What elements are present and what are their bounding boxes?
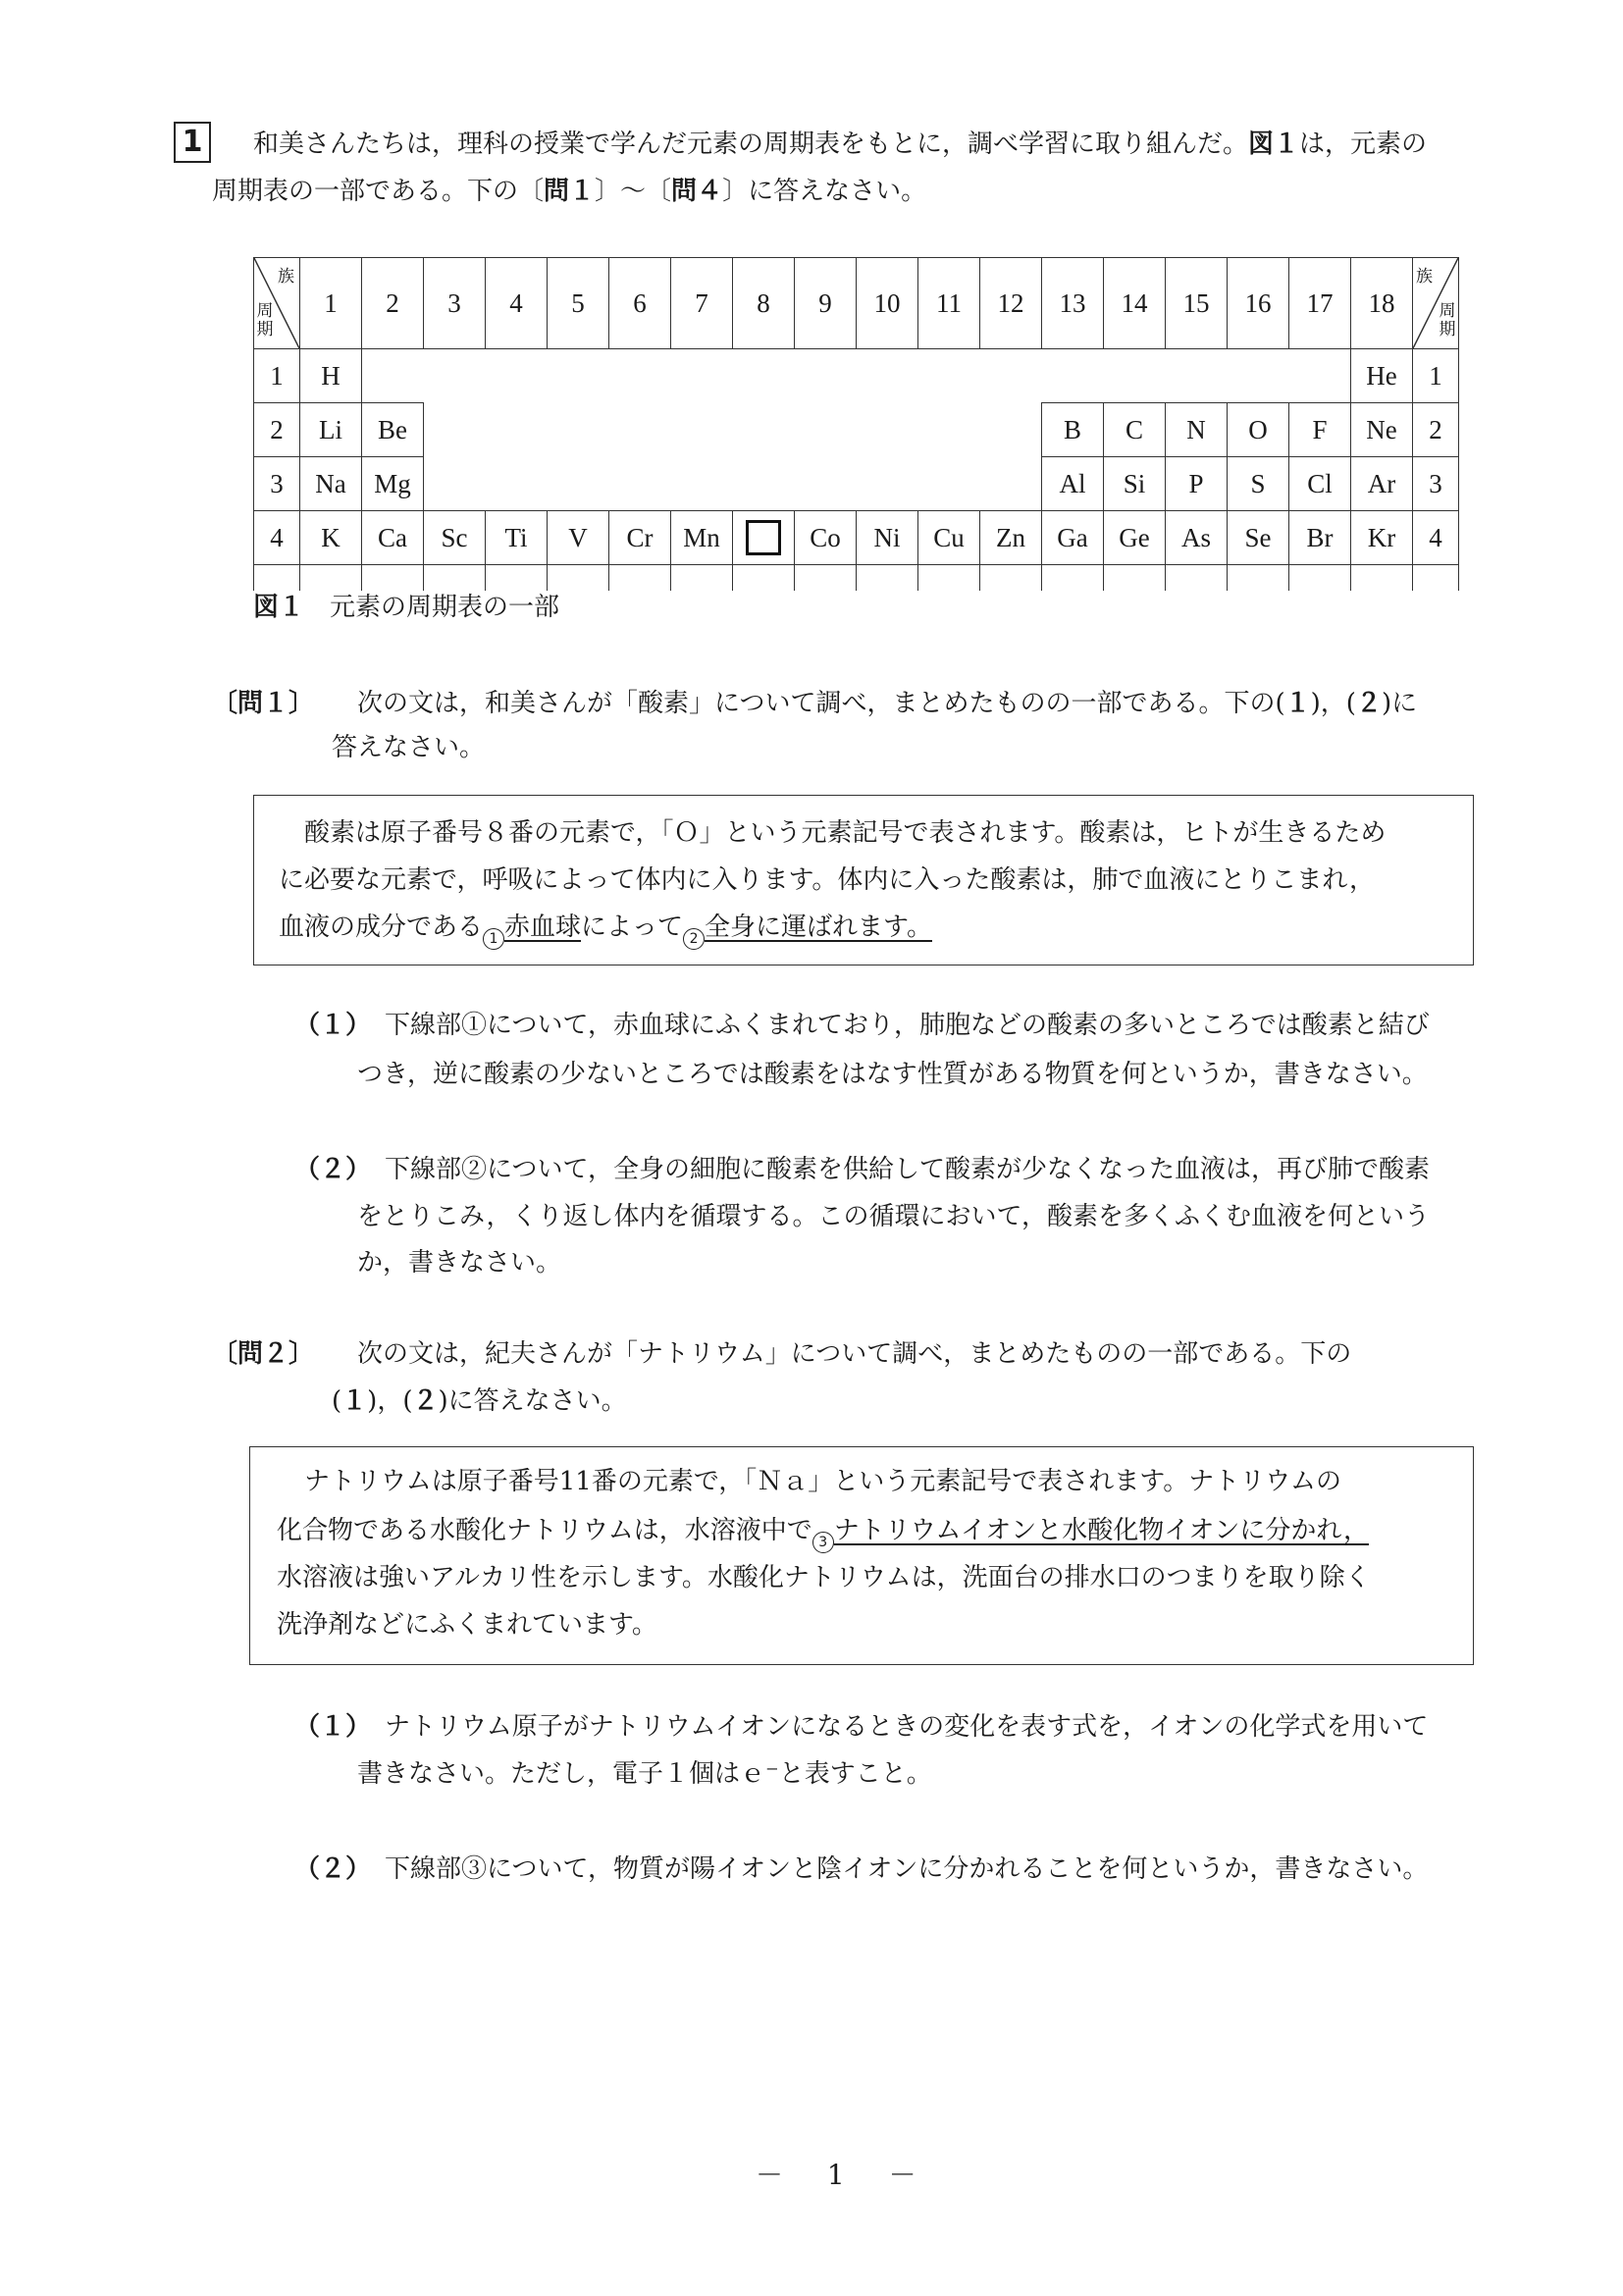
q2-sub1-label: （１）: [294, 1712, 372, 1742]
corner-cell-right: [1413, 258, 1459, 349]
period-number: 3: [1413, 457, 1459, 511]
q1-sub1-line2: つき，逆に酸素の少ないところでは酸素をはなす性質がある物質を何というか，書きなさい。: [357, 1060, 1428, 1089]
answer-box[interactable]: [746, 520, 781, 555]
element-cell: As: [1166, 511, 1228, 565]
figure-title: 元素の周期表の一部: [330, 593, 560, 622]
underline-1: 赤血球: [504, 913, 582, 942]
element-cell: F: [1289, 403, 1351, 457]
figure-label: 図１: [253, 593, 305, 622]
table-stub-cell: [300, 565, 362, 592]
period-number: 4: [254, 511, 300, 565]
period-label: 周期: [1439, 301, 1456, 339]
group-number: 17: [1289, 258, 1351, 349]
q-ref: 問１: [544, 177, 596, 206]
circled-3: 3: [812, 1532, 834, 1553]
corner-cell-left: [254, 258, 300, 349]
answer-element-cell[interactable]: [733, 511, 795, 565]
period-number: 2: [254, 403, 300, 457]
element-cell: O: [1228, 403, 1289, 457]
intro-text: 和美さんたちは，理科の授業で学んだ元素の周期表をもとに，調べ学習に取り組んだ。: [253, 130, 1249, 159]
table-stub-cell: [548, 565, 609, 592]
group-number: 7: [671, 258, 733, 349]
table-stub-cell: [1351, 565, 1413, 592]
q1-box-line3: 血液の成分である 1 赤血球によって 2 全身に運ばれます。: [279, 911, 932, 950]
element-cell: Mn: [671, 511, 733, 565]
period-number: 4: [1413, 511, 1459, 565]
group-number: 11: [918, 258, 980, 349]
group-number: 4: [486, 258, 548, 349]
group-number: 5: [548, 258, 609, 349]
element-cell: V: [548, 511, 609, 565]
intro-text: 〕～〔: [595, 177, 672, 206]
q1-sub2-line2: をとりこみ，くり返し体内を循環する。この循環において，酸素を多くふくむ血液を何という: [357, 1202, 1431, 1231]
table-stub-cell: [918, 565, 980, 592]
intro-text: は，元素の: [1299, 130, 1428, 159]
element-cell: C: [1104, 403, 1166, 457]
figure-caption: [253, 591, 559, 624]
q1-prompt-line2: 答えなさい。: [332, 733, 486, 762]
group-number: 3: [424, 258, 486, 349]
group-number: 14: [1104, 258, 1166, 349]
period-label: 周期: [256, 301, 274, 339]
circled-2: 2: [683, 928, 705, 950]
table-stub-cell: [609, 565, 671, 592]
q1-sub1-line1: 下線部①について，赤血球にふくまれており，肺胞などの酸素の多いところでは酸素と結び: [385, 1011, 1430, 1040]
period-number: 1: [254, 349, 300, 403]
element-cell: S: [1228, 457, 1289, 511]
element-cell: Ge: [1104, 511, 1166, 565]
page-number: － 1 －: [756, 2159, 934, 2191]
q1-sub2-label: （２）: [294, 1155, 372, 1184]
group-number: 1: [300, 258, 362, 349]
q2-box-line3: 水溶液は強いアルカリ性を示します。水酸化ナトリウムは，洗面台の排水口のつまりを取り除く: [277, 1563, 1371, 1592]
element-cell: He: [1351, 349, 1413, 403]
q2-prompt-line2: (１)，(２)に答えなさい。: [332, 1386, 627, 1416]
intro-line2: [212, 175, 926, 208]
table-stub-cell: [1228, 565, 1289, 592]
element-cell: B: [1042, 403, 1104, 457]
element-cell: Ti: [486, 511, 548, 565]
group-number: 2: [362, 258, 424, 349]
element-cell: Co: [795, 511, 857, 565]
q1-sub2-line1: 下線部②について，全身の細胞に酸素を供給して酸素が少なくなった血液は，再び肺で酸素: [385, 1155, 1430, 1184]
group-number: 6: [609, 258, 671, 349]
question-number: 1: [174, 122, 211, 163]
period-number: 1: [1413, 349, 1459, 403]
q2-box-line4: 洗浄剤などにふくまれています。: [277, 1610, 657, 1640]
q1-sub1-label: （１）: [294, 1011, 372, 1040]
empty-region: [362, 349, 1351, 403]
period-row-3: [254, 457, 1459, 511]
element-cell: K: [300, 511, 362, 565]
empty-region: [424, 403, 1042, 457]
group-label: 族: [278, 267, 294, 286]
figure-ref: 図１: [1248, 130, 1300, 159]
q2-sub2-line1: 下線部③について，物質が陽イオンと陰イオンに分かれることを何というか，書きなさい。: [385, 1854, 1429, 1884]
table-stub-cell: [254, 565, 300, 592]
group-number: 13: [1042, 258, 1104, 349]
underline-3: ナトリウムイオンと水酸化物イオンに分かれ，: [833, 1516, 1369, 1545]
q2-box-line1: ナトリウムは原子番号11番の元素で，「Ｎａ」という元素記号で表されます。ナトリウムの: [304, 1467, 1341, 1496]
element-cell: Ga: [1042, 511, 1104, 565]
q1-box-line1: 酸素は原子番号８番の元素で，「Ｏ」という元素記号で表されます。酸素は，ヒトが生きるため: [304, 818, 1387, 848]
element-cell: Sc: [424, 511, 486, 565]
element-cell: Ar: [1351, 457, 1413, 511]
q1-prompt: 次の文は，和美さんが「酸素」について調べ，まとめたものの一部である。下の(１)，(２)に: [357, 689, 1418, 718]
period-row-4: [254, 511, 1459, 565]
table-stub-cell: [486, 565, 548, 592]
circled-1: 1: [483, 928, 504, 950]
intro-text: 〕に答えなさい。: [722, 177, 927, 206]
underline-2: 全身に運ばれます。: [705, 913, 932, 942]
table-stub-cell: [1104, 565, 1166, 592]
period-number: 3: [254, 457, 300, 511]
element-cell: Zn: [980, 511, 1042, 565]
element-cell: Li: [300, 403, 362, 457]
element-cell: Ni: [857, 511, 918, 565]
element-cell: Br: [1289, 511, 1351, 565]
element-cell: Na: [300, 457, 362, 511]
q2-box-line2: 化合物である水酸化ナトリウムは，水溶液中で 3 ナトリウムイオンと水酸化物イオンに分かれ，: [277, 1514, 1369, 1553]
q2-prompt: 次の文は，紀夫さんが「ナトリウム」について調べ，まとめたものの一部である。下の: [357, 1339, 1352, 1369]
intro-line1: [253, 128, 1427, 161]
q2-sub1-line2: 書きなさい。ただし，電子１個はｅ⁻と表すこと。: [357, 1759, 932, 1789]
q1-box-line2: に必要な元素で，呼吸によって体内に入ります。体内に入った酸素は，肺で血液にとりこまれ，: [279, 865, 1375, 895]
element-cell: Cr: [609, 511, 671, 565]
table-stub-cell: [857, 565, 918, 592]
element-cell: Al: [1042, 457, 1104, 511]
q1-sub2-line3: か，書きなさい。: [357, 1248, 562, 1278]
q2-label: 〔問２〕: [212, 1339, 315, 1369]
element-cell: Mg: [362, 457, 424, 511]
empty-region: [424, 457, 1042, 511]
table-stub-cell: [733, 565, 795, 592]
period-number: 2: [1413, 403, 1459, 457]
period-row-2: [254, 403, 1459, 457]
period-row-1: [254, 349, 1459, 403]
table-stub-cell: [1166, 565, 1228, 592]
table-stub-cell: [980, 565, 1042, 592]
group-number: 12: [980, 258, 1042, 349]
element-cell: P: [1166, 457, 1228, 511]
group-number: 16: [1228, 258, 1289, 349]
table-stub-cell: [362, 565, 424, 592]
table-stub-cell: [424, 565, 486, 592]
group-number: 8: [733, 258, 795, 349]
q2-sub1-line1: ナトリウム原子がナトリウムイオンになるときの変化を表す式を，イオンの化学式を用いて: [385, 1712, 1429, 1742]
q1-label: 〔問１〕: [212, 689, 315, 718]
group-label: 族: [1416, 267, 1433, 286]
table-stub-cell: [1413, 565, 1459, 592]
group-number: 15: [1166, 258, 1228, 349]
element-cell: Be: [362, 403, 424, 457]
table-stub-cell: [795, 565, 857, 592]
table-continuation: [254, 565, 1459, 592]
element-cell: H: [300, 349, 362, 403]
element-cell: N: [1166, 403, 1228, 457]
group-number: 10: [857, 258, 918, 349]
q2-sub2-label: （２）: [294, 1854, 372, 1884]
q-ref: 問４: [671, 177, 723, 206]
intro-text: 周期表の一部である。下の〔: [212, 177, 545, 206]
element-cell: Se: [1228, 511, 1289, 565]
group-number: 18: [1351, 258, 1413, 349]
table-stub-cell: [1042, 565, 1104, 592]
element-cell: Cu: [918, 511, 980, 565]
periodic-table: [253, 257, 1459, 591]
table-stub-cell: [671, 565, 733, 592]
element-cell: Ca: [362, 511, 424, 565]
element-cell: Ne: [1351, 403, 1413, 457]
element-cell: Cl: [1289, 457, 1351, 511]
group-number: 9: [795, 258, 857, 349]
element-cell: Kr: [1351, 511, 1413, 565]
table-stub-cell: [1289, 565, 1351, 592]
element-cell: Si: [1104, 457, 1166, 511]
group-header-row: [254, 258, 1459, 349]
